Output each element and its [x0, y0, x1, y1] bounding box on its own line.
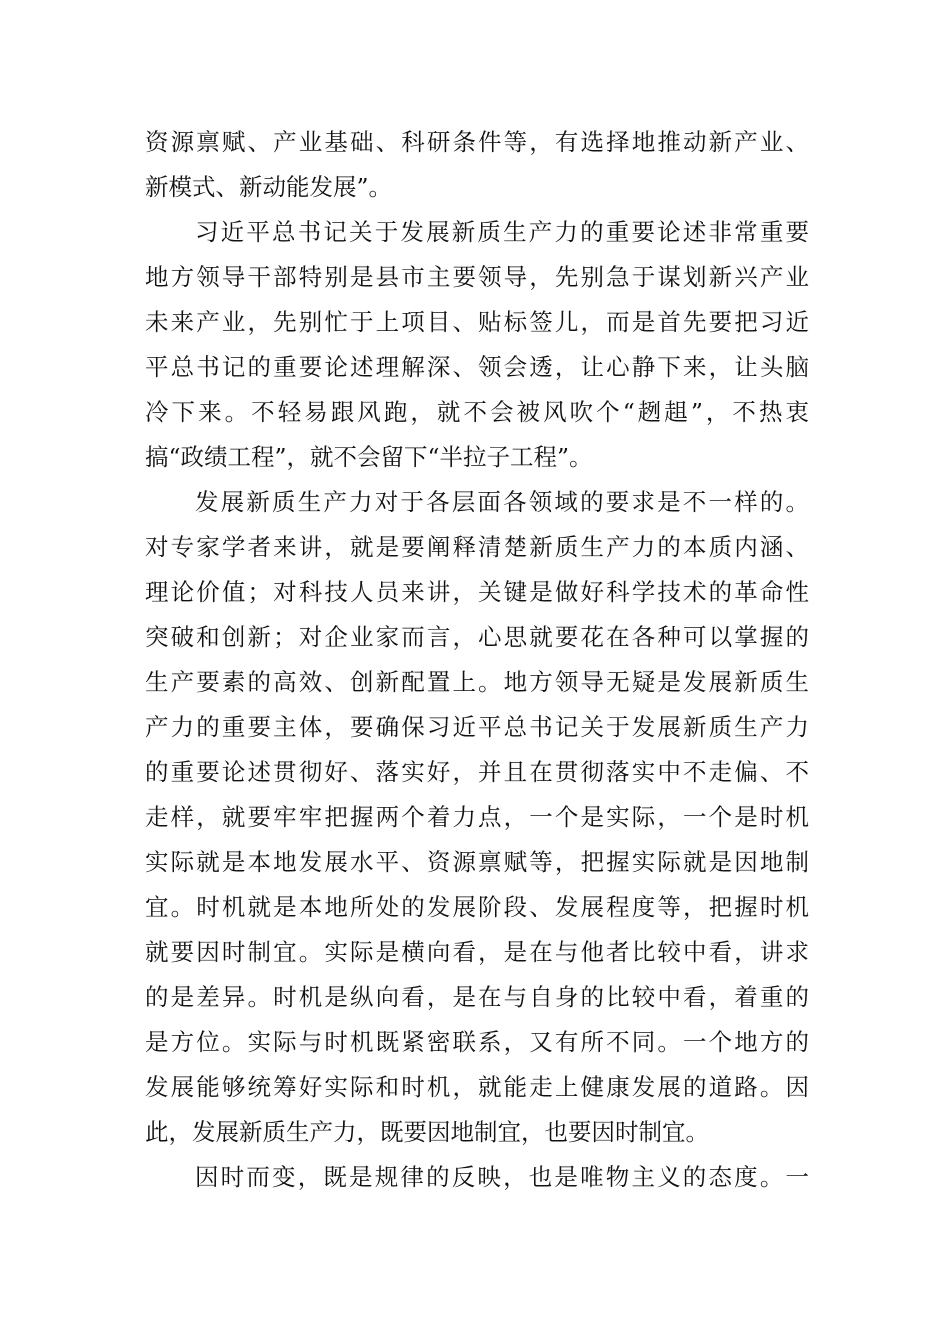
text-line: 走样，就要牢牢把握两个着力点，一个是实际，一个是时机: [145, 803, 809, 831]
paragraph-first-line: 习近平总书记关于发展新质生产力的重要论述非常重要: [195, 218, 809, 246]
text-line: 此，发展新质生产力，既要因地制宜，也要因时制宜。: [145, 1118, 709, 1146]
paragraph-first-line: 因时而变，既是规律的反映，也是唯物主义的态度。一: [195, 1163, 809, 1191]
text-line: 产力的重要主体，要确保习近平总书记关于发展新质生产力: [145, 713, 809, 741]
paragraph-first-line: 发展新质生产力对于各层面各领域的要求是不一样的。: [195, 488, 809, 516]
text-line: 宜。时机就是本地所处的发展阶段、发展程度等，把握时机: [145, 893, 809, 921]
text-line: 对专家学者来讲，就是要阐释清楚新质生产力的本质内涵、: [145, 533, 809, 561]
text-line: 生产要素的高效、创新配置上。地方领导无疑是发展新质生: [145, 668, 809, 696]
text-line: 冷下来。不轻易跟风跑，就不会被风吹个“趔趄”，不热衷: [145, 398, 809, 426]
text-line: 突破和创新；对企业家而言，心思就要花在各种可以掌握的: [145, 623, 809, 651]
document-page: [145, 120, 809, 1200]
text-line: 是方位。实际与时机既紧密联系，又有所不同。一个地方的: [145, 1028, 809, 1056]
text-line: 发展能够统筹好实际和时机，就能走上健康发展的道路。因: [145, 1073, 809, 1101]
text-line: 实际就是本地发展水平、资源禀赋等，把握实际就是因地制: [145, 848, 809, 876]
text-line: 资源禀赋、产业基础、科研条件等，有选择地推动新产业、: [145, 128, 809, 156]
text-line: 地方领导干部特别是县市主要领导，先别急于谋划新兴产业: [145, 263, 809, 291]
text-line: 新模式、新动能发展”。: [145, 173, 393, 201]
text-line: 的是差异。时机是纵向看，是在与自身的比较中看，着重的: [145, 983, 809, 1011]
text-line: 未来产业，先别忙于上项目、贴标签儿，而是首先要把习近: [145, 308, 809, 336]
text-line: 就要因时制宜。实际是横向看，是在与他者比较中看，讲求: [145, 938, 809, 966]
text-line: 平总书记的重要论述理解深、领会透，让心静下来，让头脑: [145, 353, 809, 381]
text-line: 的重要论述贯彻好、落实好，并且在贯彻落实中不走偏、不: [145, 758, 809, 786]
text-line: 搞“政绩工程”，就不会留下“半拉子工程”。: [145, 443, 593, 471]
text-line: 理论价值；对科技人员来讲，关键是做好科学技术的革命性: [145, 578, 809, 606]
